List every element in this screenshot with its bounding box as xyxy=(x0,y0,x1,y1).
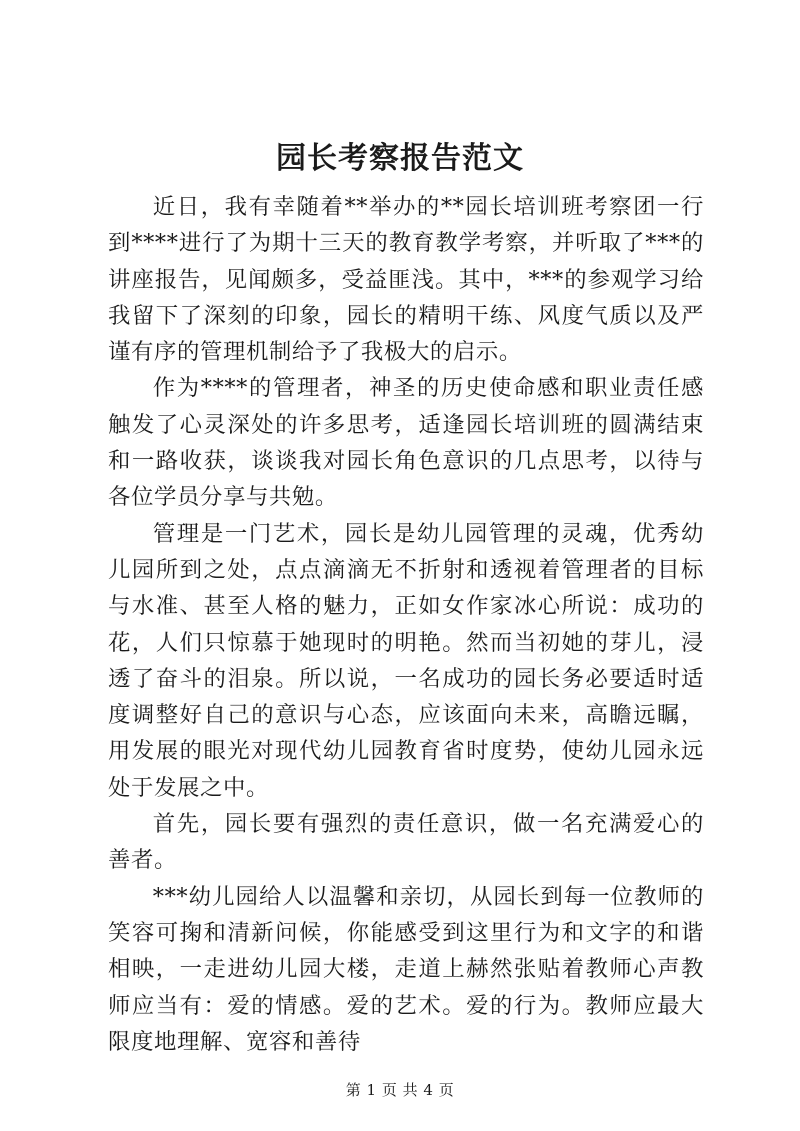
paragraph-2: 作为****的管理者，神圣的历史使命感和职业责任感触发了心灵深处的许多思考，适逢园长培训班的圆满结束和一路收获，谈谈我对园长角色意识的几点思考，以待与各位学员分享与共勉。 xyxy=(108,375,704,511)
paragraph-1: 近日，我有幸随着**举办的**园长培训班考察团一行到****进行了为期十三天的教育教学考察，并听取了***的讲座报告，见闻颇多，受益匪浅。其中，***的参观学习给我留下了深刻的印象，园长的精明干练、风度气质以及严谨有序的管理机制给予了我极大的启示。 xyxy=(108,194,704,366)
paragraph-4: 首先，园长要有强烈的责任意识，做一名充满爱心的善者。 xyxy=(108,811,704,874)
paragraph-5: ***幼儿园给人以温馨和亲切，从园长到每一位教师的笑容可掬和清新问候，你能感受到这里行为和文字的和谐相映，一走进幼儿园大楼，走道上赫然张贴着教师心声教师应当有：爱的情感。爱的艺术。爱的行为。教师应最大限度地理解、宽容和善待 xyxy=(108,883,704,1055)
paragraph-3: 管理是一门艺术，园长是幼儿园管理的灵魂，优秀幼儿园所到之处，点点滴滴无不折射和透视着管理者的目标与水准、甚至人格的魅力，正如女作家冰心所说：成功的花，人们只惊慕于她现时的明艳。然而当初她的芽儿，浸透了奋斗的泪泉。所以说，一名成功的园长务必要适时适度调整好自己的意识与心态，应该面向未来，高瞻远瞩，用发展的眼光对现代幼儿园教育省时度势，使幼儿园永远处于发展之中。 xyxy=(108,520,704,801)
page-footer: 第 1 页 共 4 页 xyxy=(345,1081,455,1099)
document-title: 园长考察报告范文 xyxy=(276,141,524,176)
document-body xyxy=(108,189,704,1060)
